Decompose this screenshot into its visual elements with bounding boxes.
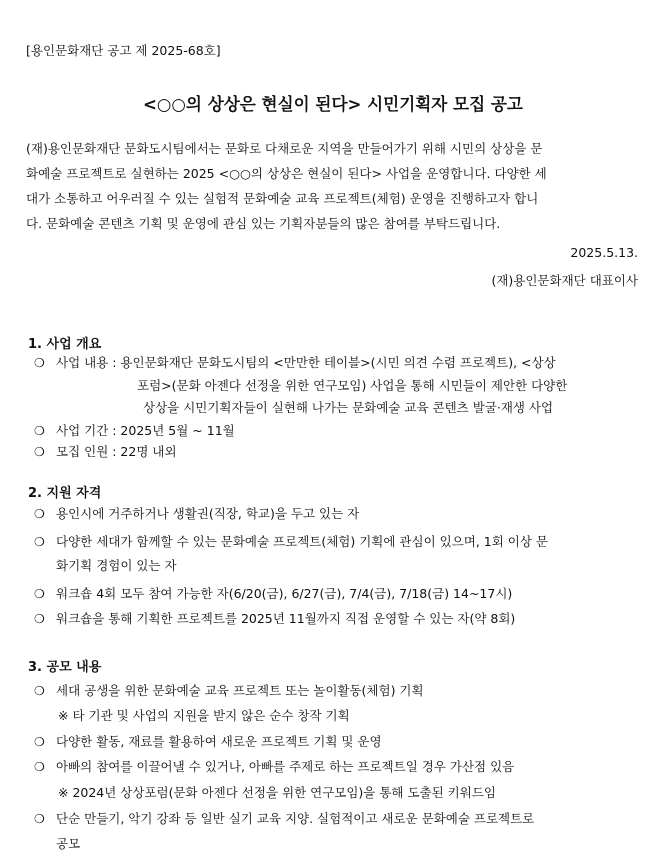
bullet-icon: ❍: [34, 424, 45, 438]
list-item: [34, 609, 515, 627]
business-period: 사업 기간 : 2025년 5월 ~ 11월: [56, 423, 235, 438]
intro-line-4: 다. 문화예술 콘텐츠 기획 및 운영에 관심 있는 기획자분들의 많은 참여를 부탁드립니다.: [26, 216, 501, 231]
content-note-1: ※ 타 기관 및 사업의 지원을 받지 않은 순수 창작 기획: [58, 708, 350, 723]
bullet-icon: ❍: [34, 356, 45, 370]
bullet-icon: ❍: [34, 760, 45, 774]
content-item-3: 아빠의 참여를 이끌어낼 수 있거나, 아빠를 주제로 하는 프로젝트일 경우 가산점 있음: [56, 759, 515, 774]
content-item-4-line-1: 단순 만들기, 악기 강좌 등 일반 실기 교육 지양. 실험적이고 새로운 문화예술 프로젝트로: [56, 811, 535, 826]
eligibility-item-2-line-2: 화기획 경험이 있는 자: [56, 558, 177, 573]
content-item-1: 세대 공생을 위한 문화예술 교육 프로젝트 또는 놀이활동(체험) 기획: [56, 683, 424, 698]
eligibility-item-4: 워크숍을 통해 기획한 프로젝트를 2025년 11월까지 직접 운영할 수 있는 자(약 8회): [56, 611, 516, 626]
bullet-icon: ❍: [34, 735, 45, 749]
section-title-application-content: 3. 공모 내용: [28, 660, 102, 675]
list-item: [34, 809, 534, 827]
list-item: [34, 442, 177, 460]
recruit-count: 모집 인원 : 22명 내외: [56, 444, 177, 459]
bullet-icon: ❍: [34, 445, 45, 459]
intro-line-2: 화예술 프로젝트로 실현하는 2025 <○○의 상상은 현실이 된다> 사업을 운영합니다. 다양한 세: [26, 166, 547, 181]
page-title: <○○의 상상은 현실이 된다> 시민기획자 모집 공고: [143, 95, 523, 115]
notice-number: [용인문화재단 공고 제 2025-68호]: [26, 43, 221, 58]
intro-line-1: (재)용인문화재단 문화도시팀에서는 문화로 다채로운 지역을 만들어가기 위해 시민의 상상을 문: [26, 141, 543, 156]
list-item: [34, 421, 235, 439]
list-item: [34, 681, 424, 699]
bullet-icon: ❍: [34, 684, 45, 698]
list-item: [34, 532, 548, 550]
bullet-icon: ❍: [34, 587, 45, 601]
intro-paragraph: [26, 136, 640, 236]
list-item: [34, 353, 556, 371]
business-content-line-3: 상상을 시민기획자들이 실현해 나가는 문화예술 교육 콘텐츠 발굴·재생 사업: [143, 400, 554, 415]
business-content-line-2: 포럼>(문화 아젠다 선정을 위한 연구모임) 사업을 통해 시민들이 제안한 다양한: [137, 378, 568, 393]
bullet-icon: ❍: [34, 812, 45, 826]
list-item: [34, 757, 514, 775]
content-item-4-line-2: 공모: [56, 836, 81, 851]
bullet-icon: ❍: [34, 535, 45, 549]
list-item: [34, 732, 382, 750]
list-item: [34, 504, 359, 522]
eligibility-item-2-line-1: 다양한 세대가 함께할 수 있는 문화예술 프로젝트(체험) 기획에 관심이 있으며, 1회 이상 문: [56, 534, 548, 549]
bullet-icon: ❍: [34, 612, 45, 626]
bullet-icon: ❍: [34, 507, 45, 521]
intro-line-3: 대가 소통하고 어우러질 수 있는 실험적 문화예술 교육 프로젝트(체험) 운영을 진행하고자 합니: [26, 191, 539, 206]
eligibility-item-1: 용인시에 거주하거나 생활권(직장, 학교)을 두고 있는 자: [56, 506, 360, 521]
eligibility-item-3: 워크숍 4회 모두 참여 가능한 자(6/20(금), 6/27(금), 7/4(금), 7/18(금) 14~17시): [56, 586, 513, 601]
list-item: [34, 584, 512, 602]
section-title-overview: 1. 사업 개요: [28, 337, 102, 352]
content-note-2: ※ 2024년 상상포럼(문화 아젠다 선정을 위한 연구모임)을 통해 도출된 키워드임: [58, 785, 496, 800]
business-content-line-1: 사업 내용 : 용인문화재단 문화도시팀의 <만만한 테이블>(시민 의견 수렴 프로젝트), <상상: [56, 355, 556, 370]
section-title-eligibility: 2. 지원 자격: [28, 486, 102, 501]
issuer-organization: (재)용인문화재단 대표이사: [491, 273, 638, 288]
content-item-2: 다양한 활동, 재료를 활용하여 새로운 프로젝트 기획 및 운영: [56, 734, 382, 749]
notice-date: 2025.5.13.: [570, 245, 638, 260]
